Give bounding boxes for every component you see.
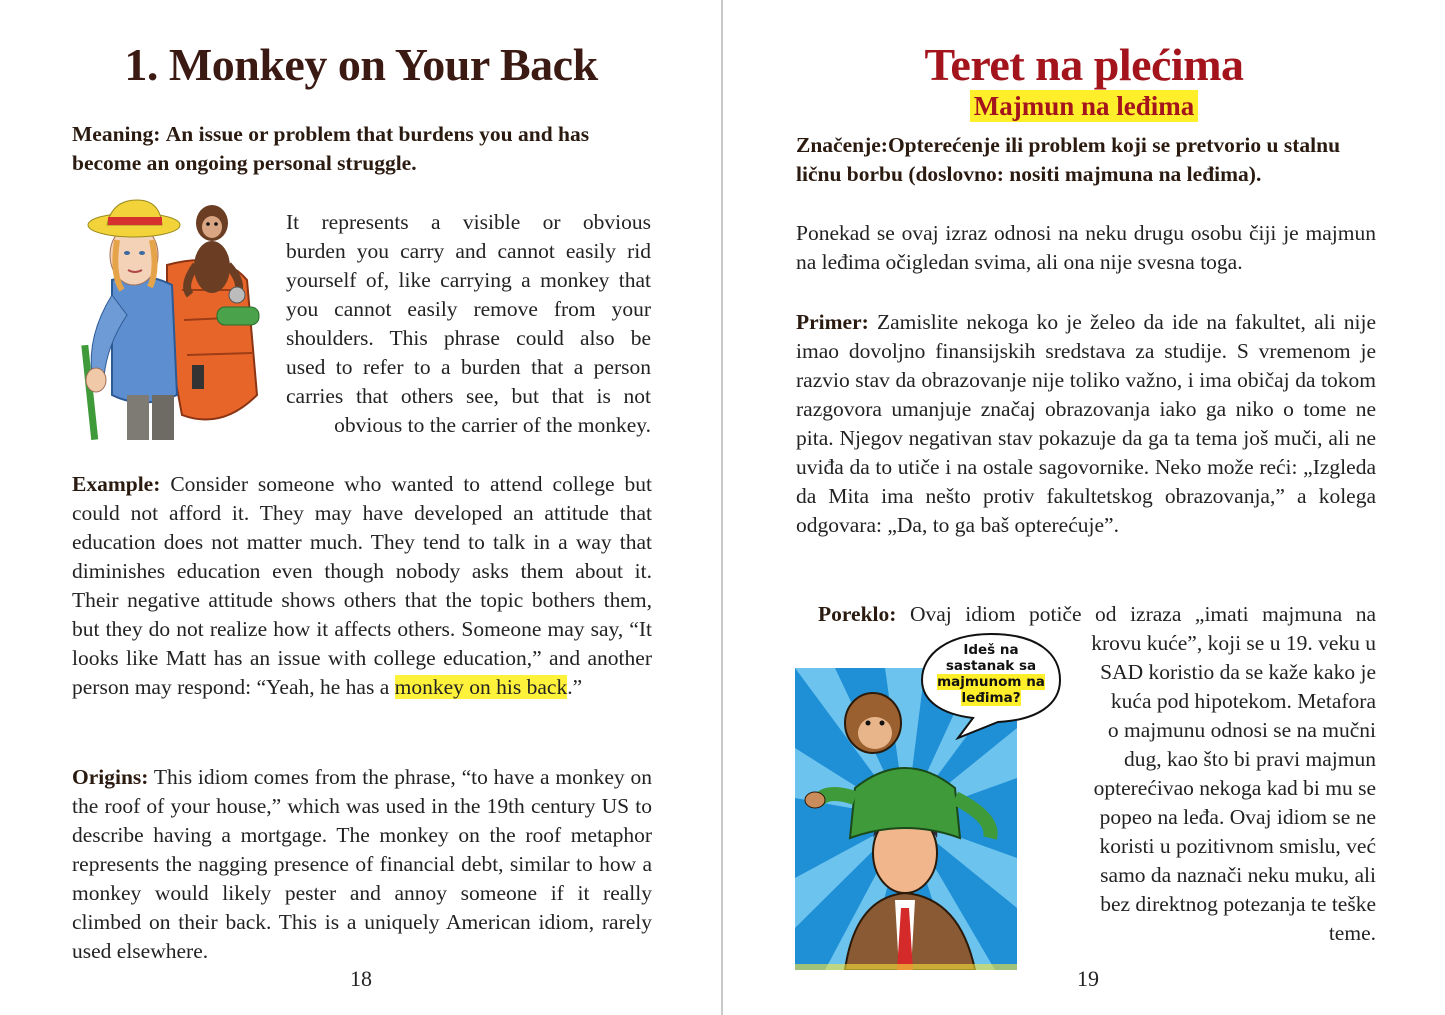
page-number-left: 18 bbox=[350, 966, 372, 991]
hiker-with-monkey-illustration bbox=[72, 195, 277, 440]
example-highlight: monkey on his back bbox=[394, 675, 568, 699]
poreklo-line: koristi u pozitivnom smislu, već bbox=[1099, 834, 1376, 858]
description-line: carries that others see, but that is not bbox=[286, 384, 651, 408]
example-paragraph bbox=[72, 470, 652, 702]
primer-label: Primer: bbox=[796, 310, 869, 334]
meaning-label: Meaning: bbox=[72, 122, 161, 146]
poreklo-line: SAD koristio da se kaže kako je bbox=[1100, 660, 1376, 684]
bubble-line: Ideš na bbox=[963, 642, 1019, 658]
description-line: you cannot easily remove from your bbox=[286, 297, 651, 321]
origins-paragraph bbox=[72, 763, 652, 966]
poreklo-line: samo da naznači neku muku, ali bbox=[1100, 863, 1376, 887]
description-line: burden you carry and cannot easily rid bbox=[286, 239, 651, 263]
description-line: used to refer to a burden that a person bbox=[286, 355, 651, 379]
speech-bubble-text bbox=[930, 642, 1052, 706]
poreklo-line: kuća pod hipotekom. Metafora bbox=[1110, 689, 1376, 713]
example-text: Consider someone who wanted to attend college but could not afford it. They may have developed an attitude that education does not matter much. They tend to talk in a way that diminishes education even though nobody asks them about it. Their negative attitude shows others that the topic bothers them, but they do not realize how it affects others. Someone may say, “It looks like Matt has an issue with college education,” and another person may respond: “Yeah, he has a bbox=[72, 472, 652, 699]
primer-paragraph bbox=[796, 308, 1376, 540]
meaning-paragraph bbox=[72, 120, 652, 178]
znacenje-text: Opterećenje ili problem koji se pretvorio u stalnu ličnu borbu (doslovno: nositi majmuna na leđima). bbox=[796, 133, 1341, 186]
znacenje-label: Značenje: bbox=[796, 133, 888, 157]
poreklo-first-line bbox=[818, 600, 1376, 629]
description-line: yourself of, like carrying a monkey that bbox=[286, 268, 651, 292]
page-title-serbian: Teret na plećima bbox=[924, 39, 1244, 90]
note-paragraph: Ponekad se ovaj izraz odnosi na neku drugu osobu čiji je majmun na leđima očigledan svima, ali ona nije svesna toga. bbox=[796, 221, 1376, 274]
example-end: .” bbox=[567, 675, 583, 699]
meaning-text: An issue or problem that burdens you and has become an ongoing personal struggle. bbox=[72, 122, 590, 175]
poreklo-first: Ovaj idiom potiče od izraza „imati majmuna na bbox=[909, 602, 1376, 626]
poreklo-line: krovu kuće”, koji se u 19. veku u bbox=[1091, 631, 1376, 655]
primer-text: Zamislite nekoga ko je želeo da ide na fakultet, ali nije imao dovoljno finansijskih sredstava za studije. S vremenom je razvio stav da obrazovanje nije toliko važno, i ima običaj da tokom razgovora umanjuje značaj obrazovanja iako ga niko o tome ne pita. Njegov negativan stav pokazuje da ga ta tema još muči, ali ne uviđa da to utiče i na ostale sagovornike. Neko može reći: „Izgleda da Mita ima nešto protiv fakultetskog obrazovanja,” a kolega odgovara: „Da, to ga baš opterećuje”. bbox=[796, 310, 1377, 537]
bubble-line-highlight: leđima? bbox=[961, 690, 1021, 706]
bubble-line-highlight: majmunom na bbox=[937, 674, 1045, 690]
poreklo-line: opterećivao nekoga kad bi mu se bbox=[1093, 776, 1376, 800]
page-subtitle: Majmun na leđima bbox=[970, 90, 1199, 122]
example-label: Example: bbox=[72, 472, 161, 496]
page-title-english: 1. Monkey on Your Back bbox=[124, 39, 598, 90]
poreklo-label: Poreklo: bbox=[818, 602, 897, 626]
poreklo-line: popeo na leđa. Ovaj idiom se ne bbox=[1099, 805, 1376, 829]
poreklo-line: teme. bbox=[1328, 921, 1376, 945]
poreklo-line: o majmunu odnosi se na mučni bbox=[1107, 718, 1376, 742]
origins-text: This idiom comes from the phrase, “to have a monkey on the roof of your house,” which was used in the 19th century US to describe having a mortgage. The monkey on the roof metaphor represents the nagging presence of financial debt, similar to how a monkey would likely pester and annoy someone if it really climbed on their back. This is a uniquely American idiom, rarely used elsewhere. bbox=[72, 765, 652, 963]
bubble-line: sastanak sa bbox=[945, 658, 1037, 674]
description-line: It represents a visible or obvious bbox=[286, 210, 651, 234]
poreklo-line: bez direktnog potezanja te teške bbox=[1100, 892, 1376, 916]
subtitle-wrap bbox=[723, 90, 1445, 122]
description-line: obvious to the carrier of the monkey. bbox=[334, 413, 651, 437]
poreklo-line: dug, kao što bi pravi majmun bbox=[1124, 747, 1376, 771]
znacenje-paragraph bbox=[796, 131, 1376, 189]
origins-label: Origins: bbox=[72, 765, 149, 789]
left-page bbox=[0, 0, 722, 1015]
description-line: shoulders. This phrase could also be bbox=[286, 326, 651, 350]
page-number-right: 19 bbox=[1077, 966, 1099, 991]
